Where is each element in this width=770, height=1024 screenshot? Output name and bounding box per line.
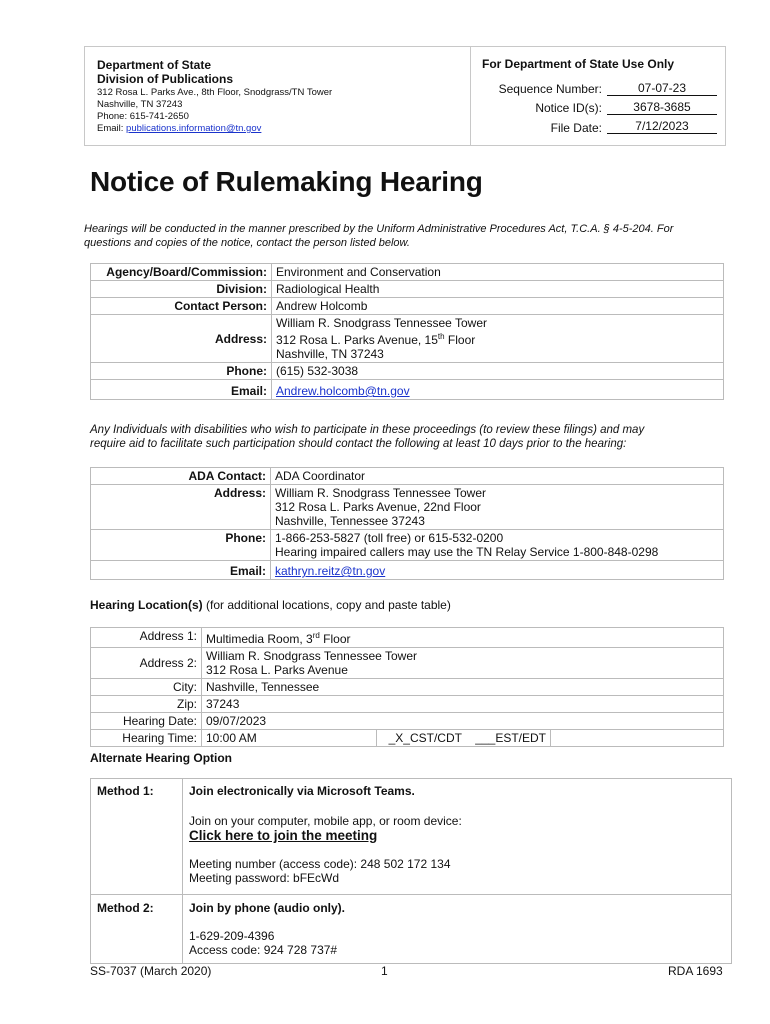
tz-cst	[377, 730, 551, 747]
intro-line-1: Hearings will be conducted in the manner prescribed by the Uniform Administrative Procedures Act, T.C.A. § 4-5-204. For	[84, 223, 674, 235]
table-row	[91, 530, 724, 561]
ada-phone-line-2: Hearing impaired callers may use the TN Relay Service 1-800-848-0298	[275, 545, 659, 559]
dept-phone: Phone: 615-741-2650	[97, 111, 189, 122]
method1-title: Join electronically via Microsoft Teams.	[189, 784, 415, 798]
addr1-main: Multimedia Room, 3	[206, 632, 313, 646]
addr2-value	[202, 648, 724, 679]
agency-label: Agency/Board/Commission:	[91, 264, 272, 281]
sequence-value: 07-07-23	[607, 81, 717, 96]
method1-line1: Join on your computer, mobile app, or room device:	[189, 814, 462, 828]
addr1-value	[202, 628, 724, 648]
addr2-label: Address 2:	[91, 648, 202, 679]
file-date-label: File Date:	[550, 121, 602, 135]
phone-label: Phone:	[91, 363, 272, 380]
table-row	[91, 468, 724, 485]
table-row	[91, 696, 724, 713]
method2-line2: Access code: 924 728 737#	[189, 943, 338, 957]
tz-est-text: ___EST/EDT	[475, 731, 546, 745]
agency-value: Environment and Conservation	[272, 264, 724, 281]
date-value: 09/07/2023	[202, 713, 724, 730]
ada-address-label: Address:	[91, 485, 271, 530]
email-value	[272, 380, 724, 400]
address-value	[272, 315, 724, 363]
table-row	[91, 485, 724, 530]
ada-address-value	[271, 485, 724, 530]
tz-cst-text: _X_CST/CDT	[388, 731, 462, 745]
address-line-2-sup: th	[437, 332, 445, 341]
dept-email-label: Email:	[97, 123, 127, 134]
table-row	[91, 648, 724, 679]
ada-email-link[interactable]: kathryn.reitz@tn.gov	[275, 564, 386, 578]
method-table	[90, 778, 732, 964]
addr1-end: Floor	[319, 632, 351, 646]
email-label: Email:	[91, 380, 272, 400]
contact-label: Contact Person:	[91, 298, 272, 315]
address-line-3: Nashville, TN 37243	[276, 347, 384, 361]
addr2-line-1: William R. Snodgrass Tennessee Tower	[206, 649, 417, 663]
use-only-heading: For Department of State Use Only	[482, 57, 675, 71]
ada-intro-line-2: require aid to facilitate such participation should contact the following at least 10 days prior to the hearing:	[90, 438, 627, 450]
addr1-sup: rd	[312, 631, 320, 640]
addr2-line-2: 312 Rosa L. Parks Avenue	[206, 663, 348, 677]
division-name: Division of Publications	[97, 72, 234, 86]
ada-address-line-2: 312 Rosa L. Parks Avenue, 22nd Floor	[275, 500, 481, 514]
table-row	[91, 363, 724, 380]
teams-join-link[interactable]: Click here to join the meeting	[189, 828, 378, 843]
dept-name: Department of State	[97, 58, 212, 72]
contact-email-link[interactable]: Andrew.holcomb@tn.gov	[276, 384, 410, 398]
address-label: Address:	[91, 315, 272, 363]
intro-line-2: questions and copies of the notice, contact the person listed below.	[84, 237, 410, 249]
file-date-value: 7/12/2023	[607, 119, 717, 134]
table-row	[91, 679, 724, 696]
phone-value: (615) 532-3038	[272, 363, 724, 380]
method1-line2: Meeting number (access code): 248 502 172 134	[189, 857, 451, 871]
method1-label: Method 1:	[91, 779, 183, 895]
notice-label: Notice ID(s):	[535, 101, 602, 115]
ada-phone-value	[271, 530, 724, 561]
ada-address-line-1: William R. Snodgrass Tennessee Tower	[275, 486, 486, 500]
method2-title: Join by phone (audio only).	[189, 901, 345, 915]
ada-table	[90, 467, 724, 580]
table-row	[91, 380, 724, 400]
table-row	[91, 730, 724, 747]
time-value: 10:00 AM	[202, 730, 377, 747]
tz-empty	[551, 730, 724, 747]
table-row	[91, 315, 724, 363]
sequence-label: Sequence Number:	[498, 82, 602, 96]
zip-value: 37243	[202, 696, 724, 713]
time-label: Hearing Time:	[91, 730, 202, 747]
method2-label: Method 2:	[91, 895, 183, 964]
ada-phone-label: Phone:	[91, 530, 271, 561]
address-line-1: William R. Snodgrass Tennessee Tower	[276, 316, 487, 330]
contact-value: Andrew Holcomb	[272, 298, 724, 315]
addr1-label: Address 1:	[91, 628, 202, 648]
zip-label: Zip:	[91, 696, 202, 713]
city-label: City:	[91, 679, 202, 696]
footer-rda: RDA 1693	[668, 964, 723, 978]
dept-address: 312 Rosa L. Parks Ave., 8th Floor, Snodgrass/TN Tower	[97, 87, 333, 98]
footer-form-number: SS-7037 (March 2020)	[90, 964, 212, 978]
city-value: Nashville, Tennessee	[202, 679, 724, 696]
ada-intro-line-1: Any Individuals with disabilities who wish to participate in these proceedings (to review these filings) and may	[90, 424, 645, 436]
method1-content	[183, 779, 732, 895]
method2-content	[183, 895, 732, 964]
date-label: Hearing Date:	[91, 713, 202, 730]
dept-email-link[interactable]: publications.information@tn.gov	[126, 123, 262, 134]
table-row	[91, 298, 724, 315]
ada-address-line-3: Nashville, Tennessee 37243	[275, 514, 425, 528]
address-line-2-end: Floor	[444, 333, 476, 347]
hearing-heading-note: (for additional locations, copy and paste table)	[202, 598, 451, 612]
ada-phone-line-1: 1-866-253-5827 (toll free) or 615-532-0200	[275, 531, 504, 545]
ada-contact-value: ADA Coordinator	[271, 468, 724, 485]
method1-line3: Meeting password: bFEcWd	[189, 871, 340, 885]
alt-heading: Alternate Hearing Option	[90, 751, 233, 765]
ada-contact-label: ADA Contact:	[91, 468, 271, 485]
table-row	[91, 561, 724, 580]
ada-email-value	[271, 561, 724, 580]
page-title: Notice of Rulemaking Hearing	[90, 166, 483, 197]
table-row	[91, 628, 724, 648]
hearing-table	[90, 627, 724, 747]
dept-city: Nashville, TN 37243	[97, 99, 183, 110]
address-line-2-main: 312 Rosa L. Parks Avenue, 15	[276, 333, 438, 347]
division-value: Radiological Health	[272, 281, 724, 298]
method2-line1: 1-629-209-4396	[189, 929, 275, 943]
table-row	[91, 779, 732, 895]
hearing-heading-main: Hearing Location(s)	[90, 598, 203, 612]
division-label: Division:	[91, 281, 272, 298]
footer-page-number: 1	[381, 964, 388, 978]
hearing-heading	[90, 598, 451, 612]
table-row	[91, 264, 724, 281]
table-row	[91, 713, 724, 730]
address-line-2	[276, 330, 719, 347]
table-row	[91, 281, 724, 298]
notice-value: 3678-3685	[607, 100, 717, 115]
agency-table	[90, 263, 724, 400]
dept-email-line	[97, 123, 261, 135]
table-row	[91, 895, 732, 964]
ada-email-label: Email:	[91, 561, 271, 580]
